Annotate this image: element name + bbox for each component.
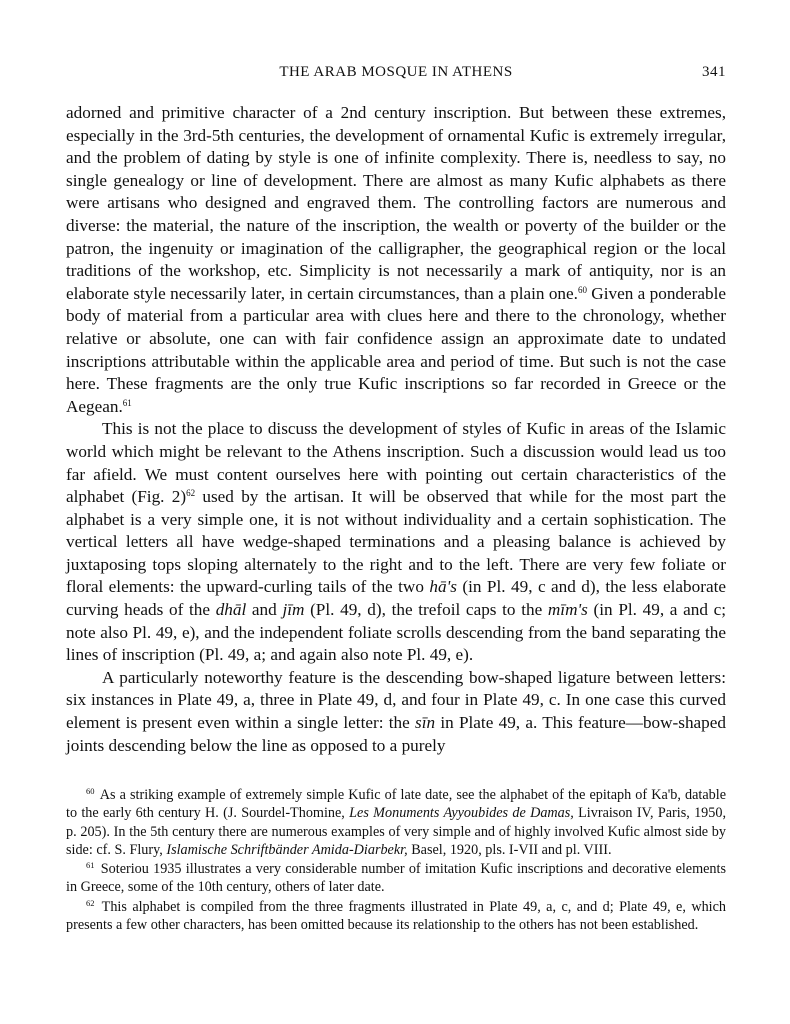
- running-title: THE ARAB MOSQUE IN ATHENS: [279, 64, 513, 80]
- paragraph-2-text-e: (Pl. 49, d), the trefoil caps to the: [304, 600, 548, 620]
- footnote-61: [66, 860, 726, 897]
- footnote-ref-61: 61: [122, 397, 132, 408]
- paragraph-2: [66, 418, 726, 667]
- paragraph-3-text-a: A particularly noteworthy feature is the descending bow-shaped ligature between letters: six instances in Plate 49, a, three in Plate 49, d, and four in Plate 49, c. In one case this curved element is present even within a single letter: the: [66, 667, 726, 733]
- paragraph-2-text-a: This is not the place to discuss the development of styles of Kufic in areas of the Islamic world which might be relevant to the Athens inscription. Such a discussion would lead us too far afield. We must content ourselves here with pointing out certain characteristics of the alphabet (Fig. 2): [66, 419, 726, 507]
- footnote-60-mark: 60: [86, 786, 95, 796]
- term-jim: jīm: [282, 600, 305, 620]
- paragraph-1-text-b: Given a ponderable body of material from a particular area with clues here and there to the chronology, whether relative or absolute, one can with fair confidence assign an approximate date to undated inscriptions attributable within the applicable area and period of time. But such is not the case here. These fragments are the only true Kufic inscriptions so far recorded in Greece or the Aegean.: [66, 283, 726, 416]
- footnote-62: [66, 898, 726, 935]
- paragraph-2-text-d: and: [246, 600, 283, 620]
- term-dhal: dhāl: [215, 600, 247, 620]
- footnote-60-title-2: Islamische Schriftbänder Amida-Diarbekr,: [166, 841, 408, 858]
- footnote-62-mark: 62: [86, 897, 95, 908]
- body-text: [66, 102, 726, 757]
- footnotes: [66, 786, 726, 935]
- footnote-60: [66, 786, 726, 859]
- paragraph-2-text-f: (in Pl. 49, a and c; note also Pl. 49, e), and the independent foliate scrolls descending from the band separating the lines of inscription (Pl. 49, a; and again also note Pl. 49, e).: [66, 600, 727, 665]
- term-sin: sīn: [415, 713, 436, 733]
- footnote-61-text: Soteriou 1935 illustrates a very considerable number of imitation Kufic inscriptions and decorative elements in Greece, some of the 10th century, others of later date.: [66, 861, 726, 896]
- footnote-60-title-1: Les Monuments Ayyoubides de Damas,: [349, 805, 574, 822]
- footnote-62-text: This alphabet is compiled from the three fragments illustrated in Plate 49, a, c, and d; Plate 49, e, which presents a few other characters, has been omitted because its relationship to the others has not been established.: [66, 898, 726, 934]
- paragraph-2-text-b: used by the artisan. It will be observed that while for the most part the alphabet is a very simple one, it is not without individuality and a certain sophistication. The vertical letters all have wedge-shaped terminations and a pleasing balance is achieved by juxtaposing tops sloping alternately to the right and to the left. There are very few foliate or floral elements: the upward-curling tails of the two: [66, 487, 727, 597]
- footnote-ref-62: 62: [186, 488, 196, 499]
- footnote-60-text-c: Basel, 1920, pls. I-VII and pl. VIII.: [407, 841, 612, 858]
- footnote-60-text-b: Livraison IV, Paris, 1950, p. 205). In the 5th century there are numerous examples of very simple and of highly involved Kufic almost side by side: cf. S. Flury,: [66, 805, 727, 858]
- term-ha: hā's: [429, 577, 457, 597]
- paragraph-3: [66, 667, 726, 757]
- footnote-61-mark: 61: [86, 860, 95, 871]
- paragraph-1: [66, 102, 726, 418]
- paragraph-3-text-b: in Plate 49, a. This feature—bow-shaped joints descending below the line as opposed to a purely: [66, 713, 726, 755]
- paragraph-1-text-a: adorned and primitive character of a 2nd century inscription. But between these extremes, especially in the 3rd-5th centuries, the development of ornamental Kufic is extremely irregular, and the problem of dating by style is one of infinite complexity. There is, needless to say, no single genealogy or line of development. There are almost as many Kufic alphabets as there were artisans who designed and engraved them. The controlling factors are numerous and diverse: the material, the nature of the inscription, the wealth or poverty of the builder or the patron, the ingenuity or imagination of the calligrapher, the geographical region or the local traditions of the workshop, etc. Simplicity is not necessarily a mark of antiquity, nor is an elaborate style necessarily later, in certain circumstances, than a plain one.: [66, 103, 726, 303]
- paragraph-2-text-c: (in Pl. 49, c and d), the less elaborate curving heads of the: [66, 577, 726, 620]
- footnote-ref-60: 60: [577, 284, 587, 295]
- footnote-60-text-a: As a striking example of extremely simple Kufic of late date, see the alphabet of the epitaph of Ka'b, datable to the early 6th century H. (J. Sourdel-Thomine,: [66, 787, 726, 822]
- running-head: [66, 64, 726, 84]
- term-mim: mīm's: [547, 600, 588, 620]
- page-number: 341: [702, 64, 726, 80]
